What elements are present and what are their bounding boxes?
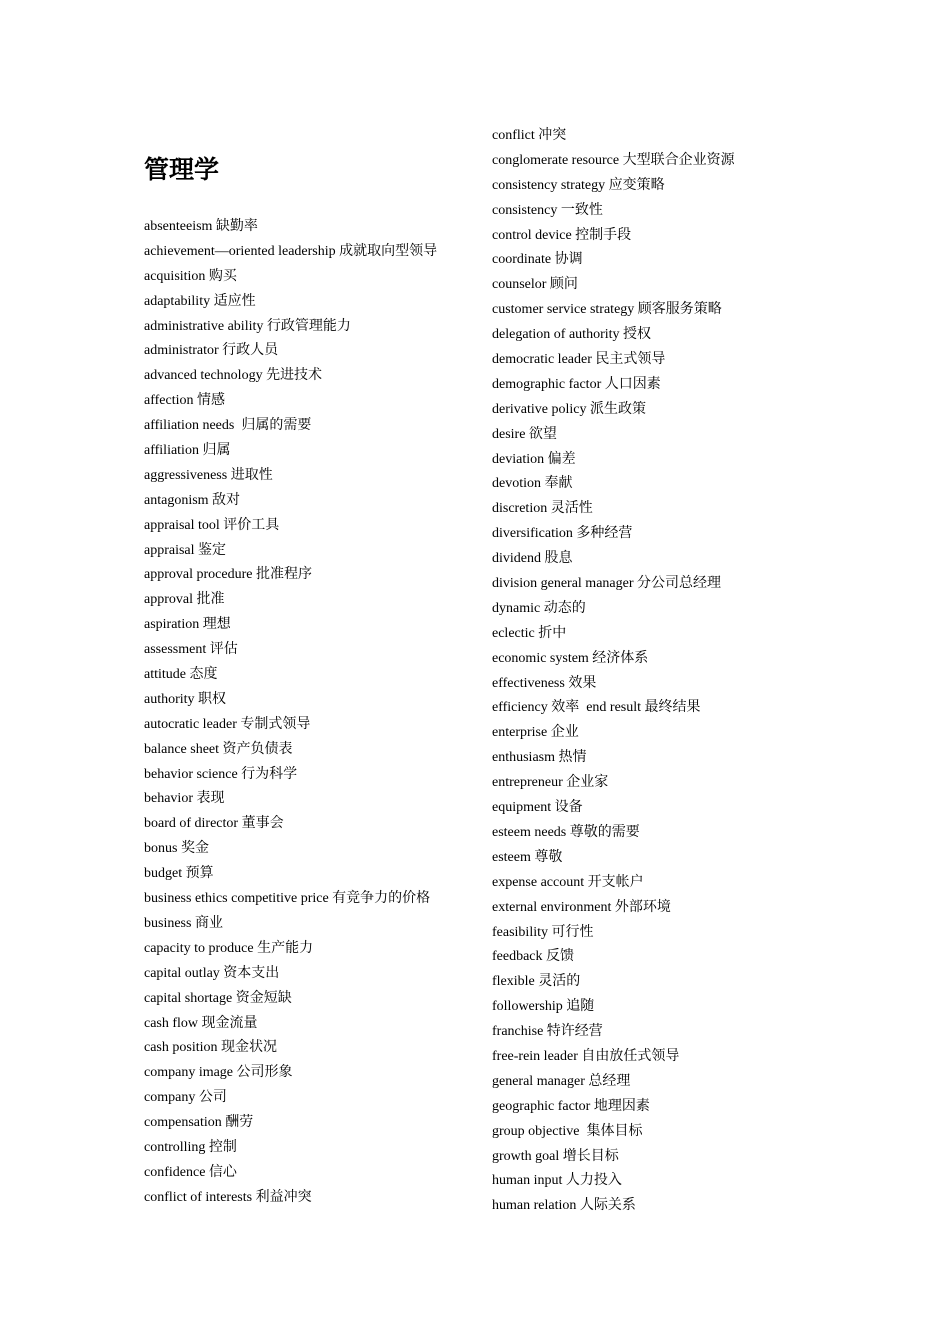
- glossary-entry: feasibility 可行性: [492, 924, 594, 940]
- glossary-entry: conglomerate resource 大型联合企业资源: [492, 152, 735, 168]
- glossary-entry: controlling 控制: [144, 1139, 237, 1155]
- glossary-entry: administrative ability 行政管理能力: [144, 318, 351, 334]
- glossary-entry: consistency 一致性: [492, 202, 603, 218]
- glossary-entry: diversification 多种经营: [492, 526, 633, 542]
- glossary-entry: equipment 设备: [492, 800, 583, 816]
- glossary-entry: achievement—oriented leadership 成就取向型领导: [144, 243, 438, 259]
- glossary-entry: devotion 奉献: [492, 476, 573, 492]
- glossary-entry: appraisal 鉴定: [144, 542, 227, 558]
- glossary-entry: followership 追随: [492, 999, 595, 1015]
- glossary-entry: approval 批准: [144, 592, 225, 608]
- glossary-entry: efficiency 效率 end result 最终结果: [492, 700, 701, 716]
- glossary-entry: attitude 态度: [144, 667, 218, 683]
- glossary-entry: budget 预算: [144, 866, 214, 882]
- glossary-entry: acquisition 购买: [144, 268, 237, 284]
- glossary-entry: entrepreneur 企业家: [492, 775, 609, 791]
- glossary-entry: authority 职权: [144, 691, 227, 707]
- glossary-entry: counselor 顾问: [492, 277, 578, 293]
- glossary-entry: franchise 特许经营: [492, 1024, 603, 1040]
- glossary-entry: assessment 评估: [144, 642, 238, 658]
- left-term-list: [144, 215, 474, 1211]
- glossary-entry: external environment 外部环境: [492, 899, 671, 915]
- glossary-entry: derivative policy 派生政策: [492, 401, 646, 417]
- glossary-entry: capital outlay 资本支出: [144, 965, 280, 981]
- glossary-entry: esteem needs 尊敬的需要: [492, 824, 640, 840]
- glossary-entry: board of director 董事会: [144, 816, 284, 832]
- glossary-entry: behavior 表现: [144, 791, 225, 807]
- glossary-entry: business ethics competitive price 有竞争力的价格: [144, 891, 431, 907]
- glossary-entry: deviation 偏差: [492, 451, 576, 467]
- glossary-entry: feedback 反馈: [492, 949, 575, 965]
- glossary-entry: cash flow 现金流量: [144, 1015, 258, 1031]
- glossary-entry: enterprise 企业: [492, 725, 579, 741]
- glossary-entry: human input 人力投入: [492, 1173, 622, 1189]
- glossary-entry: expense account 开支帐户: [492, 874, 644, 890]
- glossary-entry: approval procedure 批准程序: [144, 567, 312, 583]
- glossary-entry: customer service strategy 顾客服务策略: [492, 302, 722, 318]
- glossary-entry: advanced technology 先进技术: [144, 368, 323, 384]
- glossary-entry: general manager 总经理: [492, 1073, 631, 1089]
- glossary-entry: conflict of interests 利益冲突: [144, 1189, 312, 1205]
- glossary-entry: growth goal 增长目标: [492, 1148, 619, 1164]
- page-title: 管理学: [144, 155, 220, 184]
- glossary-entry: capacity to produce 生产能力: [144, 940, 314, 956]
- glossary-entry: geographic factor 地理因素: [492, 1098, 650, 1114]
- glossary-entry: adaptability 适应性: [144, 293, 256, 309]
- glossary-entry: administrator 行政人员: [144, 343, 279, 359]
- glossary-entry: coordinate 协调: [492, 252, 583, 268]
- glossary-entry: control device 控制手段: [492, 227, 632, 243]
- glossary-entry: confidence 信心: [144, 1164, 237, 1180]
- glossary-entry: absenteeism 缺勤率: [144, 219, 258, 234]
- glossary-entry: cash position 现金状况: [144, 1040, 277, 1056]
- glossary-entry: discretion 灵活性: [492, 501, 593, 517]
- glossary-entry: appraisal tool 评价工具: [144, 517, 280, 533]
- glossary-entry: delegation of authority 授权: [492, 327, 652, 343]
- glossary-entry: economic system 经济体系: [492, 650, 649, 666]
- glossary-entry: aggressiveness 进取性: [144, 467, 273, 483]
- glossary-entry: capital shortage 资金短缺: [144, 990, 292, 1006]
- glossary-entry: division general manager 分公司总经理: [492, 576, 722, 592]
- glossary-entry: autocratic leader 专制式领导: [144, 716, 311, 732]
- glossary-entry: enthusiasm 热情: [492, 750, 587, 766]
- glossary-entry: balance sheet 资产负债表: [144, 741, 293, 757]
- glossary-entry: esteem 尊敬: [492, 849, 563, 865]
- glossary-entry: company 公司: [144, 1090, 227, 1106]
- glossary-entry: group objective 集体目标: [492, 1123, 643, 1139]
- glossary-entry: dividend 股息: [492, 551, 573, 567]
- glossary-entry: desire 欲望: [492, 426, 557, 442]
- glossary-entry: antagonism 敌对: [144, 492, 241, 508]
- right-term-list: [492, 124, 832, 1219]
- glossary-entry: behavior science 行为科学: [144, 766, 298, 782]
- glossary-entry: free-rein leader 自由放任式领导: [492, 1048, 680, 1064]
- glossary-entry: demographic factor 人口因素: [492, 376, 661, 392]
- glossary-entry: democratic leader 民主式领导: [492, 352, 666, 368]
- glossary-entry: affiliation 归属: [144, 443, 231, 459]
- glossary-entry: business 商业: [144, 915, 223, 931]
- glossary-entry: bonus 奖金: [144, 841, 209, 857]
- glossary-entry: effectiveness 效果: [492, 675, 597, 691]
- glossary-entry: conflict 冲突: [492, 128, 567, 143]
- glossary-entry: affiliation needs 归属的需要: [144, 418, 312, 434]
- glossary-entry: human relation 人际关系: [492, 1198, 636, 1214]
- glossary-entry: aspiration 理想: [144, 617, 231, 633]
- glossary-entry: flexible 灵活的: [492, 974, 581, 990]
- glossary-entry: compensation 酬劳: [144, 1115, 254, 1131]
- glossary-entry: dynamic 动态的: [492, 600, 586, 616]
- glossary-entry: eclectic 折中: [492, 625, 567, 641]
- glossary-entry: consistency strategy 应变策略: [492, 177, 665, 193]
- glossary-entry: affection 情感: [144, 393, 225, 409]
- glossary-entry: company image 公司形象: [144, 1065, 293, 1081]
